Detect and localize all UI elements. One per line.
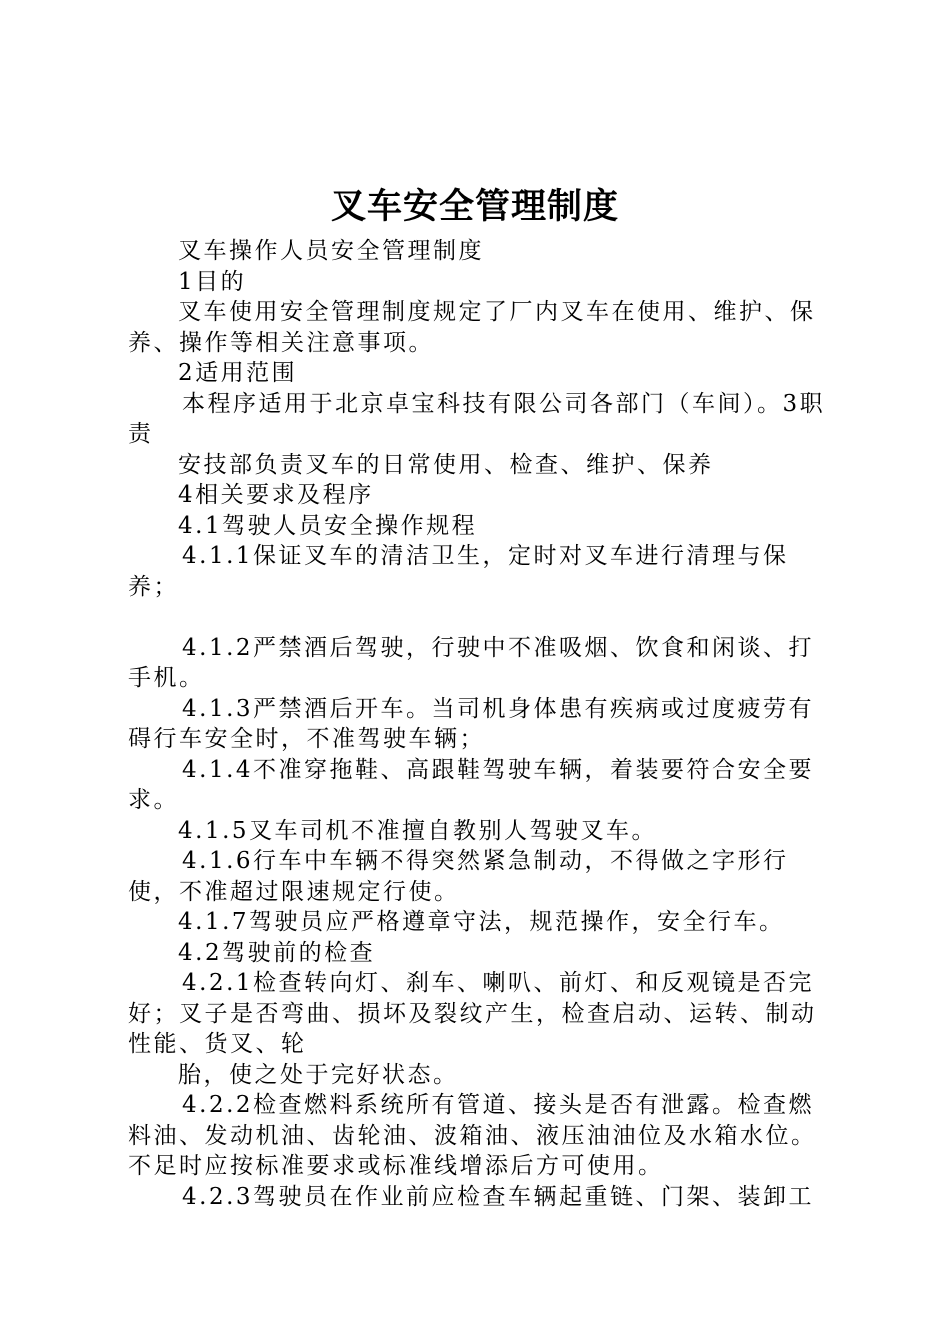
paragraph: 4.1.6行车中车辆不得突然紧急制动，不得做之字形行使，不准超过限速规定行使。 <box>128 848 789 905</box>
paragraph: 叉车操作人员安全管理制度 <box>178 238 484 264</box>
section-heading: 2适用范围 <box>178 360 298 386</box>
paragraph: 本程序适用于北京卓宝科技有限公司各部门（车间）。3职责 <box>128 390 826 447</box>
blank-line <box>128 602 834 633</box>
paragraph: 安技部负责叉车的日常使用、检查、维护、保养 <box>178 451 714 478</box>
section-heading: 1目的 <box>178 268 247 295</box>
document-title: 叉车安全管理制度 <box>330 186 619 227</box>
section-heading: 4相关要求及程序 <box>178 482 374 508</box>
paragraph: 叉车使用安全管理制度规定了厂内叉车在使用、维护、保养、操作等相关注意事项。 <box>128 299 816 356</box>
paragraph: 4.2.1检查转向灯、刹车、喇叭、前灯、和反观镜是否完好；叉子是否弯曲、损坏及裂纹产生，检查启动、运转、制动性能、货叉、轮 <box>128 970 817 1057</box>
paragraph: 4.1.1保证叉车的清洁卫生，定时对叉车进行清理与保养； <box>128 543 789 600</box>
section-heading: 4.1驾驶人员安全操作规程 <box>178 512 478 539</box>
paragraph: 4.1.4不准穿拖鞋、高跟鞋驾驶车辆，着装要符合安全要求。 <box>128 756 815 813</box>
paragraph: 胎，使之处于完好状态。 <box>178 1061 459 1088</box>
paragraph: 4.1.7驾驶员应严格遵章守法，规范操作，安全行车。 <box>178 909 785 935</box>
paragraph: 4.2.2检查燃料系统所有管道、接头是否有泄露。检查燃料油、发动机油、齿轮油、波箱油、液压油油位及水箱水位。不足时应按标准要求或标准线增添后方可使用。 <box>128 1092 817 1179</box>
paragraph: 4.1.5叉车司机不准擅自教别人驾驶叉车。 <box>178 817 658 844</box>
paragraph: 4.2.3驾驶员在作业前应检查车辆起重链、门架、装卸工 <box>182 1183 815 1210</box>
paragraph: 4.1.3严禁酒后开车。当司机身体患有疾病或过度疲劳有碍行车安全时，不准驾驶车辆； <box>128 695 815 752</box>
document-body <box>128 236 834 1212</box>
section-heading: 4.2驾驶前的检查 <box>178 939 376 966</box>
paragraph: 4.1.2严禁酒后驾驶，行驶中不准吸烟、饮食和闲谈、打手机。 <box>128 634 815 691</box>
